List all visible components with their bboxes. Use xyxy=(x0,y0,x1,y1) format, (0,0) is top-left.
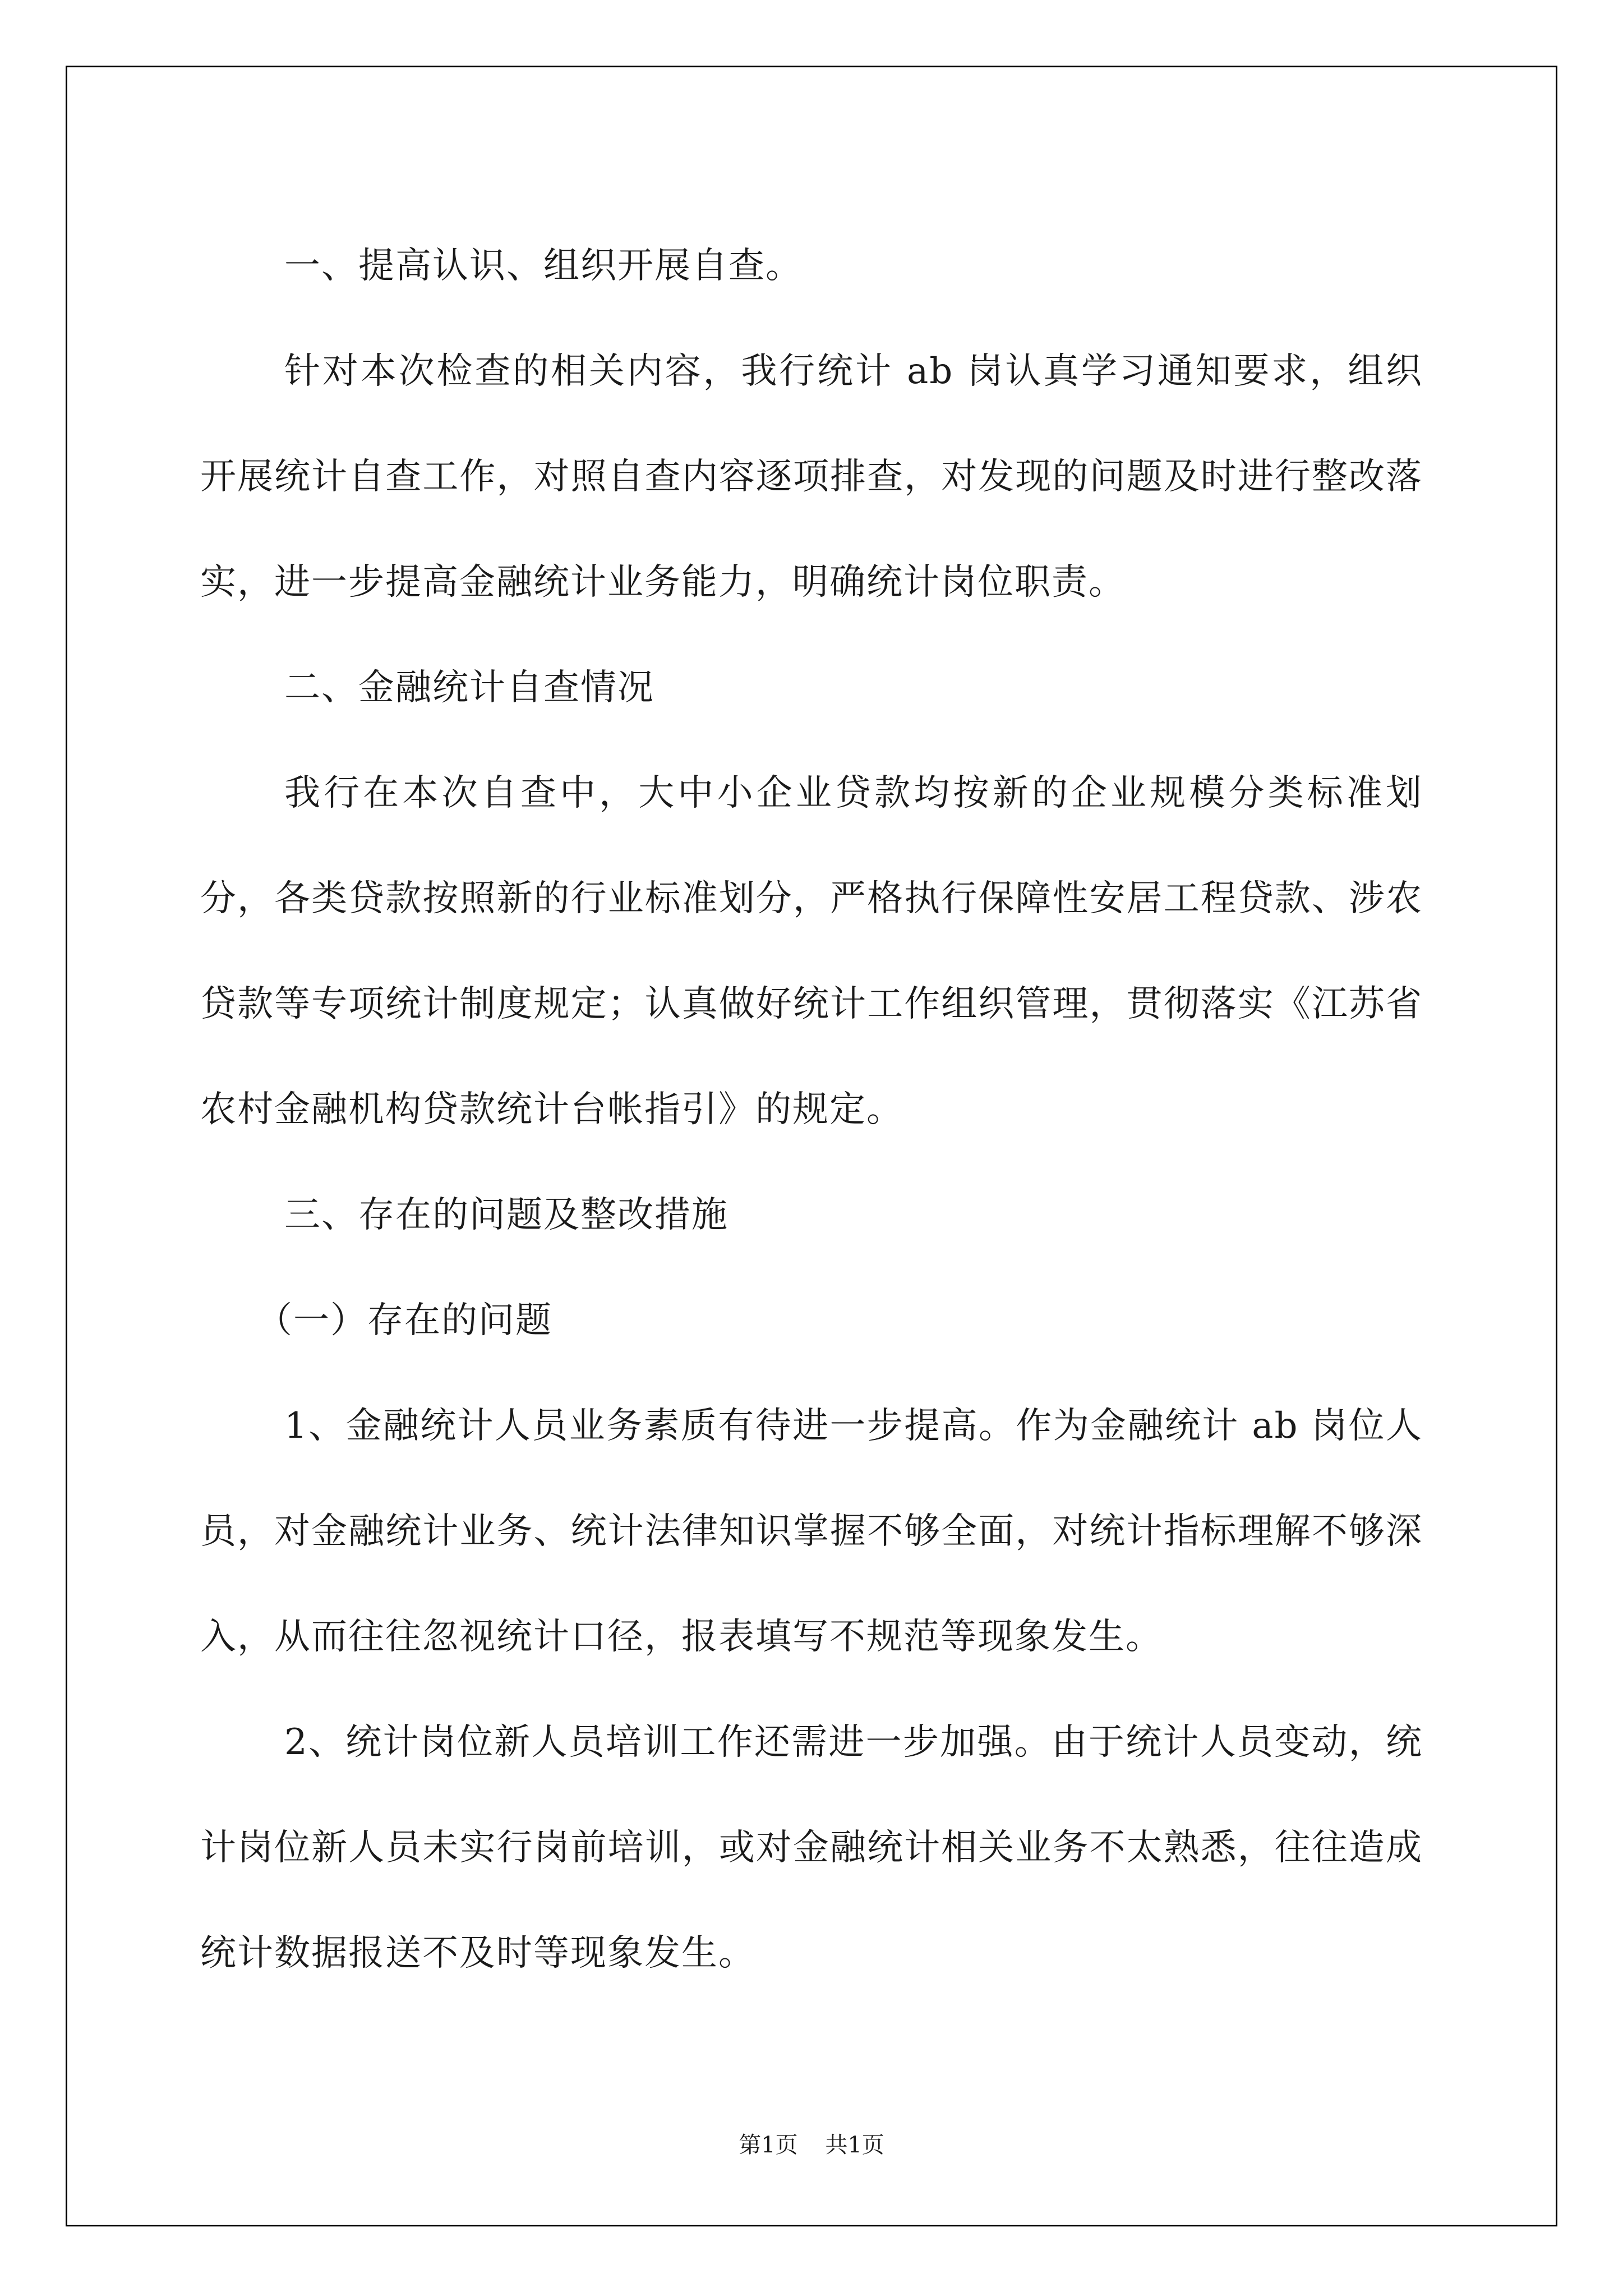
page-total: 共1页 xyxy=(825,2132,884,2158)
document-body xyxy=(200,213,1423,2006)
page-number: 第1页 xyxy=(739,2132,798,2158)
sub-heading-1: （一）存在的问题 xyxy=(256,1300,552,1341)
paragraph-1: 针对本次检查的相关内容，我行统计 ab 岗认真学习通知要求，组织开展统计自查工作，对照自查内容逐项排查，对发现的问题及时进行整改落实，进一步提高金融统计业务能力，明确统计岗位职责。 xyxy=(200,351,1423,603)
page-footer xyxy=(0,2127,1623,2159)
paragraph-2: 我行在本次自查中，大中小企业贷款均按新的企业规模分类标准划分，各类贷款按照新的行业标准划分，严格执行保障性安居工程贷款、涉农贷款等专项统计制度规定；认真做好统计工作组织管理，贯彻落实《江苏省农村金融机构贷款统计台帐指引》的规定。 xyxy=(200,772,1423,1130)
paragraph-3: 1、金融统计人员业务素质有待进一步提高。作为金融统计 ab 岗位人员，对金融统计业务、统计法律知识掌握不够全面，对统计指标理解不够深入，从而往往忽视统计口径，报表填写不规范等现象发生。 xyxy=(200,1405,1423,1658)
paragraph-4: 2、统计岗位新人员培训工作还需进一步加强。由于统计人员变动，统计岗位新人员未实行岗前培训，或对金融统计相关业务不太熟悉，往往造成统计数据报送不及时等现象发生。 xyxy=(200,1722,1423,1974)
section-heading-3: 三、存在的问题及整改措施 xyxy=(284,1194,728,1236)
section-heading-2: 二、金融统计自查情况 xyxy=(284,667,654,708)
section-heading-1: 一、提高认识、组织开展自查。 xyxy=(284,245,803,287)
